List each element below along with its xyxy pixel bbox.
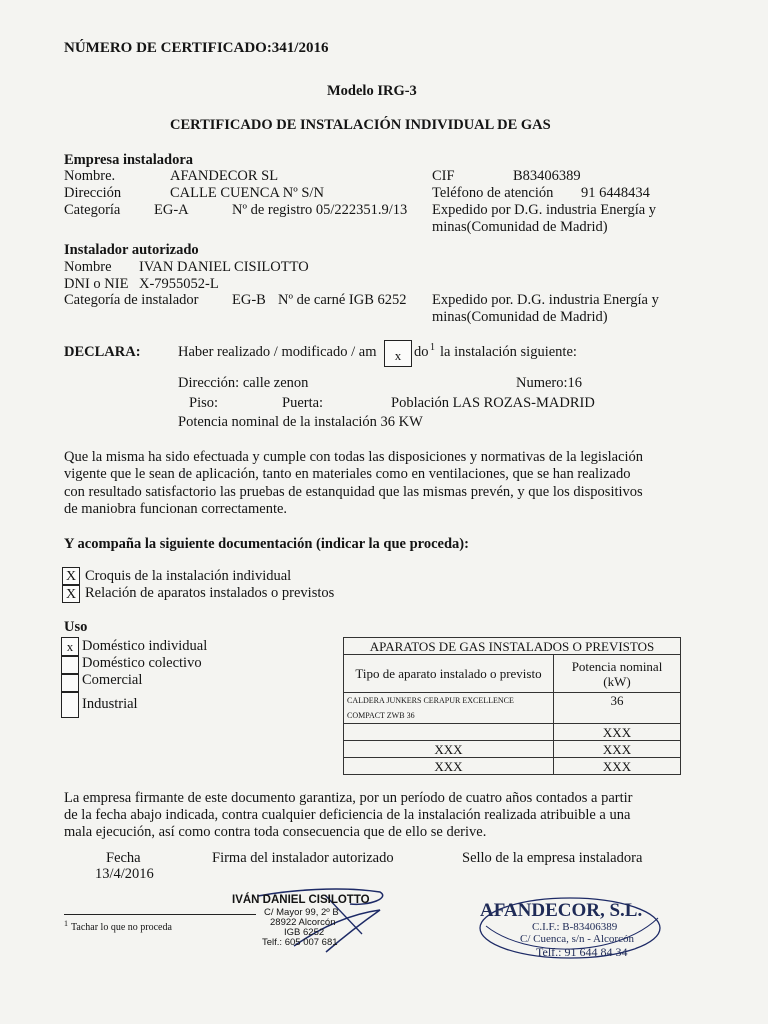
aparatos-row-3-potencia: XXX <box>554 741 681 758</box>
aparatos-title: APARATOS DE GAS INSTALADOS O PREVISTOS <box>344 638 681 655</box>
aparatos-col-potencia: Potencia nominal (kW) <box>554 655 681 693</box>
documentacion-heading: Y acompaña la siguiente documentación (indicar la que proceda): <box>64 536 469 552</box>
uso-heading: Uso <box>64 619 88 635</box>
instalador-categoria: EG-B <box>232 292 266 308</box>
uso-checkbox-comercial[interactable] <box>61 674 79 692</box>
installer-stamp-name: IVÁN DANIEL CISILOTTO <box>232 894 370 906</box>
empresa-categoria-label: Categoría <box>64 202 121 218</box>
fecha-value: 13/4/2016 <box>95 866 154 882</box>
footnote-number: 1 <box>64 919 68 928</box>
empresa-categoria: EG-A <box>154 202 189 218</box>
body-line-3: con resultado satisfactorio las pruebas de estanquidad que las mismas prevén, y que los dispositivos <box>64 484 643 500</box>
instalacion-piso: Piso: <box>189 395 219 411</box>
garantia-line-1: La empresa firmante de este documento garantiza, por un período de cuatro años contados a partir <box>64 790 633 806</box>
instalador-nombre-label: Nombre <box>64 259 112 275</box>
installer-stamp-city: 28922 Alcorcón <box>270 917 336 928</box>
empresa-expedido-1: Expedido por D.G. industria Energía y <box>432 202 657 218</box>
aparatos-row-2-tipo <box>344 724 554 741</box>
declara-text-c: la instalación siguiente: <box>440 344 577 360</box>
instalador-nombre: IVAN DANIEL CISILOTTO <box>139 259 309 275</box>
sello-empresa-label: Sello de la empresa instaladora <box>462 850 643 866</box>
aparatos-row-4-potencia: XXX <box>554 758 681 775</box>
company-stamp <box>476 888 668 968</box>
installer-stamp-phone: Telf.: 605 007 681 <box>262 937 338 948</box>
company-stamp-phone: Telf.: 91 644 84 34 <box>536 945 628 959</box>
doc-label-relacion: Relación de aparatos instalados o previstos <box>85 585 335 601</box>
aparatos-row-4-tipo: XXX <box>344 758 554 775</box>
uso-checkbox-domestico-colectivo[interactable] <box>61 656 79 674</box>
uso-checkbox-domestico-individual[interactable]: x <box>61 637 79 656</box>
doc-checkbox-relacion[interactable]: X <box>62 585 80 603</box>
uso-label-domestico-individual: Doméstico individual <box>82 638 208 654</box>
body-line-2: vigente que le sean de aplicación, tanto en materiales como en ventilaciones, que se han realizado <box>64 466 631 482</box>
company-stamp-cif: C.I.F.: B-83406389 <box>532 921 618 933</box>
declara-text-b: do <box>414 344 429 360</box>
aparatos-table <box>343 637 681 775</box>
instalacion-numero: Numero:16 <box>516 375 583 391</box>
aparatos-row-1-tipo: CALDERA JUNKERS CERAPUR EXCELLENCE COMPACT ZWB 36 <box>344 693 554 724</box>
empresa-registro: Nº de registro 05/222351.9/13 <box>232 202 408 218</box>
instalador-dni-label: DNI o NIE <box>64 276 129 292</box>
document-title: CERTIFICADO DE INSTALACIÓN INDIVIDUAL DE GAS <box>170 117 551 133</box>
empresa-cif-label: CIF <box>432 168 455 184</box>
uso-label-domestico-colectivo: Doméstico colectivo <box>82 655 202 671</box>
certificate-number: NÚMERO DE CERTIFICADO:341/2016 <box>64 40 329 56</box>
aparatos-row-1-potencia: 36 <box>554 693 681 724</box>
aparatos-row-3-tipo: XXX <box>344 741 554 758</box>
model-label: Modelo IRG-3 <box>327 83 417 99</box>
declara-checkbox[interactable]: x <box>384 340 412 367</box>
footnote-rule <box>64 914 256 915</box>
firma-instalador-label: Firma del instalador autorizado <box>212 850 394 866</box>
empresa-expedido-2: minas(Comunidad de Madrid) <box>432 219 608 235</box>
instalador-dni: X-7955052-L <box>139 276 219 292</box>
uso-label-comercial: Comercial <box>82 672 143 688</box>
uso-checkbox-industrial[interactable] <box>61 692 79 718</box>
empresa-direccion: CALLE CUENCA Nº S/N <box>170 185 324 201</box>
empresa-nombre-label: Nombre. <box>64 168 116 184</box>
fecha-label: Fecha <box>106 850 141 866</box>
garantia-line-2: de la fecha abajo indicada, contra cualquier deficiencia de la instalación realizada atribuible a una <box>64 807 631 823</box>
empresa-direccion-label: Dirección <box>64 185 122 201</box>
empresa-heading: Empresa instaladora <box>64 152 194 168</box>
declara-text-a: Haber realizado / modificado / am <box>178 344 377 360</box>
instalador-categoria-label: Categoría de instalador <box>64 292 199 308</box>
instalador-expedido-1: Expedido por. D.G. industria Energía y <box>432 292 659 308</box>
installer-stamp <box>230 888 400 958</box>
doc-label-croquis: Croquis de la instalación individual <box>85 568 292 584</box>
declara-footnote-ref: 1 <box>430 342 435 353</box>
uso-label-industrial: Industrial <box>82 696 138 712</box>
company-stamp-name: AFANDECOR, S.L. <box>480 900 643 921</box>
instalacion-direccion: Dirección: calle zenon <box>178 375 309 391</box>
instalacion-puerta: Puerta: <box>282 395 324 411</box>
instalador-heading: Instalador autorizado <box>64 242 199 258</box>
aparatos-col-tipo: Tipo de aparato instalado o previsto <box>344 655 554 693</box>
empresa-telefono: 91 6448434 <box>581 185 650 201</box>
body-line-4: de maniobra funcionan correctamente. <box>64 501 288 517</box>
declara-label: DECLARA: <box>64 344 141 360</box>
installer-stamp-igb: IGB 6252 <box>284 927 325 938</box>
doc-checkbox-croquis[interactable]: X <box>62 567 80 585</box>
instalador-expedido-2: minas(Comunidad de Madrid) <box>432 309 608 325</box>
empresa-telefono-label: Teléfono de atención <box>432 185 554 201</box>
company-stamp-address: C/ Cuenca, s/n - Alcorcón <box>520 933 634 945</box>
installer-stamp-address: C/ Mayor 99, 2º B <box>264 907 339 918</box>
empresa-cif: B83406389 <box>513 168 581 184</box>
instalador-carne: Nº de carné IGB 6252 <box>278 292 407 308</box>
body-line-1: Que la misma ha sido efectuada y cumple con todas las disposiciones y normativas de la legislación <box>64 449 644 465</box>
garantia-line-3: mala ejecución, así como contra toda consecuencia que de ello se derive. <box>64 824 487 840</box>
instalacion-potencia: Potencia nominal de la instalación 36 KW <box>178 414 423 430</box>
empresa-nombre: AFANDECOR SL <box>170 168 279 184</box>
aparatos-row-2-potencia: XXX <box>554 724 681 741</box>
instalacion-poblacion: Población LAS ROZAS-MADRID <box>391 395 595 411</box>
footnote-text: Tachar lo que no proceda <box>71 922 172 933</box>
